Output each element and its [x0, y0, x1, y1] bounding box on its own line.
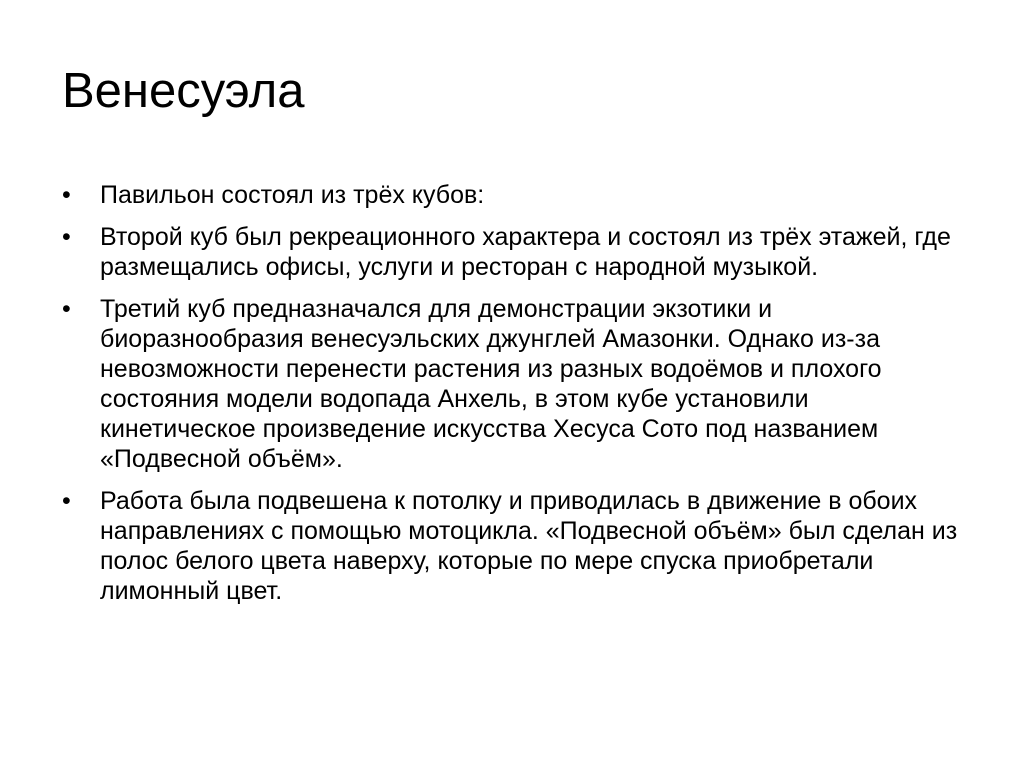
bullet-text: Третий куб предназначался для демонстрации экзотики и биоразнообразия венесуэльских джунглей Амазонки. Однако из-за невозможности перенести растения из разных водоёмов и плохого состояния модели водопада Анхель, в этом кубе установили кинетическое произведение искусства Хесуса Сото под названием «Подвесной объём». — [100, 295, 882, 473]
bullet-item — [62, 180, 962, 210]
bullet-text: Второй куб был рекреационного характера и состоял из трёх этажей, где размещались офисы, услуги и ресторан с народной музыкой. — [100, 223, 951, 281]
bullet-item — [62, 222, 962, 282]
bullet-icon: • — [62, 181, 71, 209]
bullet-icon: • — [62, 487, 71, 515]
slide-title: Венесуэла — [62, 64, 305, 118]
bullet-text: Работа была подвешена к потолку и приводилась в движение в обоих направлениях с помощью мотоцикла. «Подвесной объём» был сделан из полос белого цвета наверху, которые по мере спуска приобретали лимонный цвет. — [100, 487, 958, 605]
bullet-item — [62, 294, 962, 474]
bullet-item — [62, 486, 962, 606]
bullet-icon: • — [62, 223, 71, 251]
bullet-list — [62, 180, 962, 618]
bullet-text: Павильон состоял из трёх кубов: — [100, 181, 485, 209]
bullet-icon: • — [62, 295, 71, 323]
